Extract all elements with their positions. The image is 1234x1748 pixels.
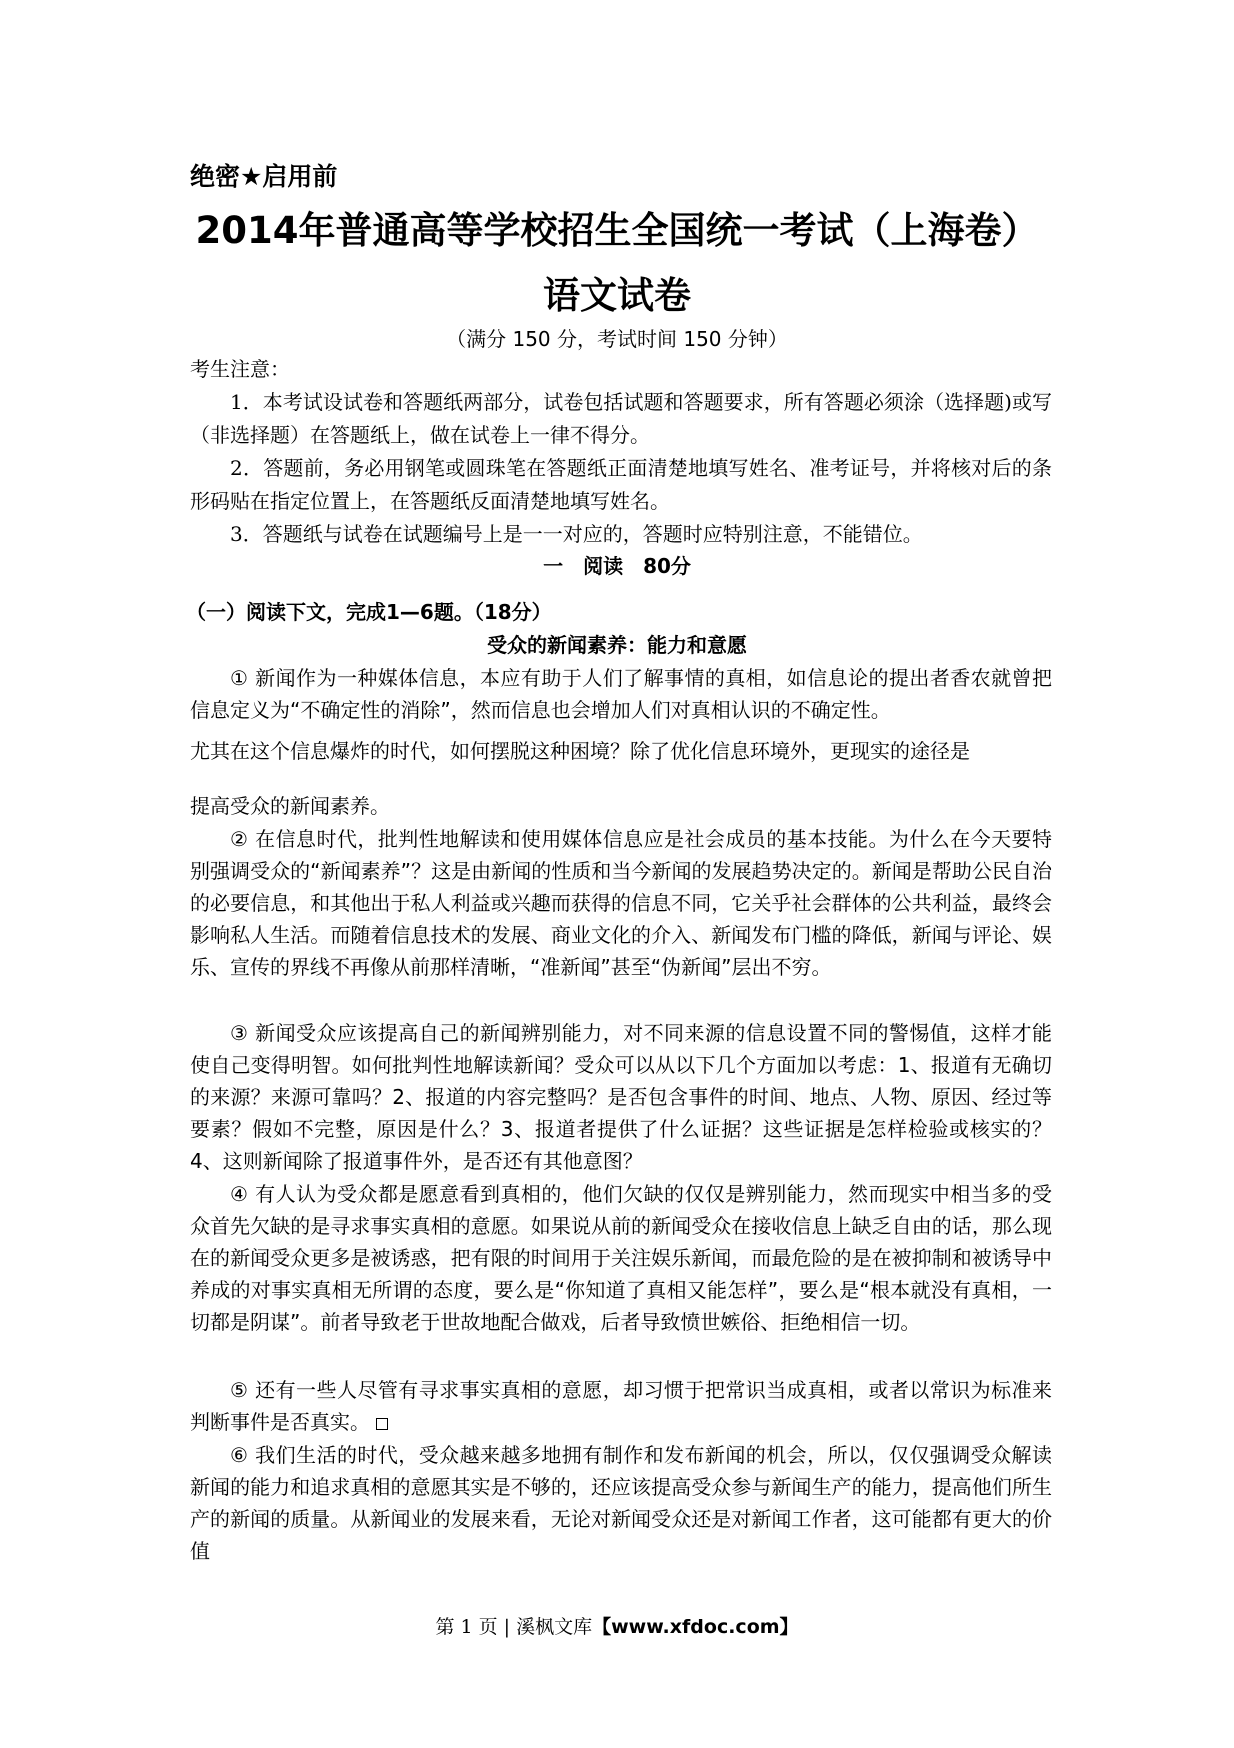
part-instruction: （一）阅读下文，完成1—6题。（18分） bbox=[186, 600, 552, 624]
notice-item: 3．答题纸与试卷在试题编号上是一一对应的，答题时应特别注意，不能错位。 bbox=[230, 522, 923, 546]
notice-list bbox=[190, 386, 1052, 551]
paragraph-text: 尤其在这个信息爆炸的时代，如何摆脱这种困境？除了优化信息环境外，更现实的途径是 bbox=[190, 739, 970, 763]
article-title: 受众的新闻素养：能力和意愿 bbox=[487, 633, 747, 657]
notice-item: 1．本考试设试卷和答题纸两部分，试卷包括试题和答题要求，所有答题必须涂（选择题)或写（非选择题）在答题纸上，做在试卷上一律不得分。 bbox=[190, 390, 1052, 447]
paragraph-3 bbox=[190, 1017, 1052, 1177]
paragraph-1 bbox=[190, 662, 1052, 726]
exam-subtitle: 语文试卷 bbox=[543, 274, 691, 317]
paragraph-text bbox=[190, 1374, 1052, 1438]
section-heading: 一 阅读 80分 bbox=[543, 554, 691, 578]
paragraph-text: ② 在信息时代，批判性地解读和使用媒体信息应是社会成员的基本技能。为什么在今天要特别强调受众的“新闻素养”？这是由新闻的性质和当今新闻的发展趋势决定的。新闻是帮助公民自治的必要信息，和其他出于私人利益或兴趣而获得的信息不同，它关乎社会群体的公共利益，最终会影响私人生活。而随着信息技术的发展、商业文化的介入、新闻发布门槛的降低，新闻与评论、娱乐、宣传的界线不再像从前那样清晰，“准新闻”甚至“伪新闻”层出不穷。 bbox=[190, 827, 1052, 979]
paragraph-5-text: ⑤ 还有一些人尽管有寻求事实真相的意愿，却习惯于把常识当成真相，或者以常识为标准来判断事件是否真实。 bbox=[190, 1378, 1052, 1434]
paragraph-5 bbox=[190, 1374, 1052, 1438]
footer-link[interactable]: 【www.xfdoc.com】 bbox=[592, 1616, 799, 1638]
notice-label: 考生注意： bbox=[190, 357, 290, 381]
page-footer bbox=[0, 1612, 1234, 1639]
paragraph-text: ③ 新闻受众应该提高自己的新闻辨别能力，对不同来源的信息设置不同的警惕值，这样才能使自己变得明智。如何批判性地解读新闻？受众可以从以下几个方面加以考虑：1、报道有无确切的来源？来源可靠吗？2、报道的内容完整吗？是否包含事件的时间、地点、人物、原因、经过等要素？假如不完整，原因是什么？3、报道者提供了什么证据？这些证据是怎样检验或核实的？4、这则新闻除了报道事件外，是否还有其他意图？ bbox=[190, 1021, 1052, 1173]
paragraph-1-end bbox=[190, 790, 1052, 822]
paragraph-text: ⑥ 我们生活的时代，受众越来越多地拥有制作和发布新闻的机会，所以，仅仅强调受众解读新闻的能力和追求真相的意愿其实是不够的，还应该提高受众参与新闻生产的能力，提高他们所生产的新闻的质量。从新闻业的发展来看，无论对新闻受众还是对新闻工作者，这可能都有更大的价值 bbox=[190, 1443, 1052, 1563]
paragraph-text: ① 新闻作为一种媒体信息，本应有助于人们了解事情的真相，如信息论的提出者香农就曾把信息定义为“不确定性的消除”，然而信息也会增加人们对真相认识的不确定性。 bbox=[190, 666, 1052, 722]
secret-label: 绝密★启用前 bbox=[190, 162, 338, 191]
paragraph-1-continued bbox=[190, 735, 1052, 767]
score-note: （满分 150 分，考试时间 150 分钟） bbox=[446, 327, 788, 351]
exam-title: 2014年普通高等学校招生全国统一考试（上海卷） bbox=[195, 209, 1039, 252]
notice-item: 2．答题前，务必用钢笔或圆珠笔在答题纸正面清楚地填写姓名、准考证号，并将核对后的条形码贴在指定位置上，在答题纸反面清楚地填写姓名。 bbox=[190, 456, 1052, 513]
paragraph-text: 提高受众的新闻素养。 bbox=[190, 794, 390, 818]
blank-box-icon bbox=[376, 1418, 388, 1430]
paragraph-4 bbox=[190, 1178, 1052, 1338]
footer-page: 第 1 页 | 溪枫文库 bbox=[435, 1616, 593, 1638]
paragraph-6 bbox=[190, 1439, 1052, 1567]
paragraph-text: ④ 有人认为受众都是愿意看到真相的，他们欠缺的仅仅是辨别能力，然而现实中相当多的受众首先欠缺的是寻求事实真相的意愿。如果说从前的新闻受众在接收信息上缺乏自由的话，那么现在的新闻受众更多是被诱惑，把有限的时间用于关注娱乐新闻，而最危险的是在被抑制和被诱导中养成的对事实真相无所谓的态度，要么是“你知道了真相又能怎样”，要么是“根本就没有真相，一切都是阴谋”。前者导致老于世故地配合做戏，后者导致愤世嫉俗、拒绝相信一切。 bbox=[190, 1182, 1052, 1334]
paragraph-2 bbox=[190, 823, 1052, 983]
